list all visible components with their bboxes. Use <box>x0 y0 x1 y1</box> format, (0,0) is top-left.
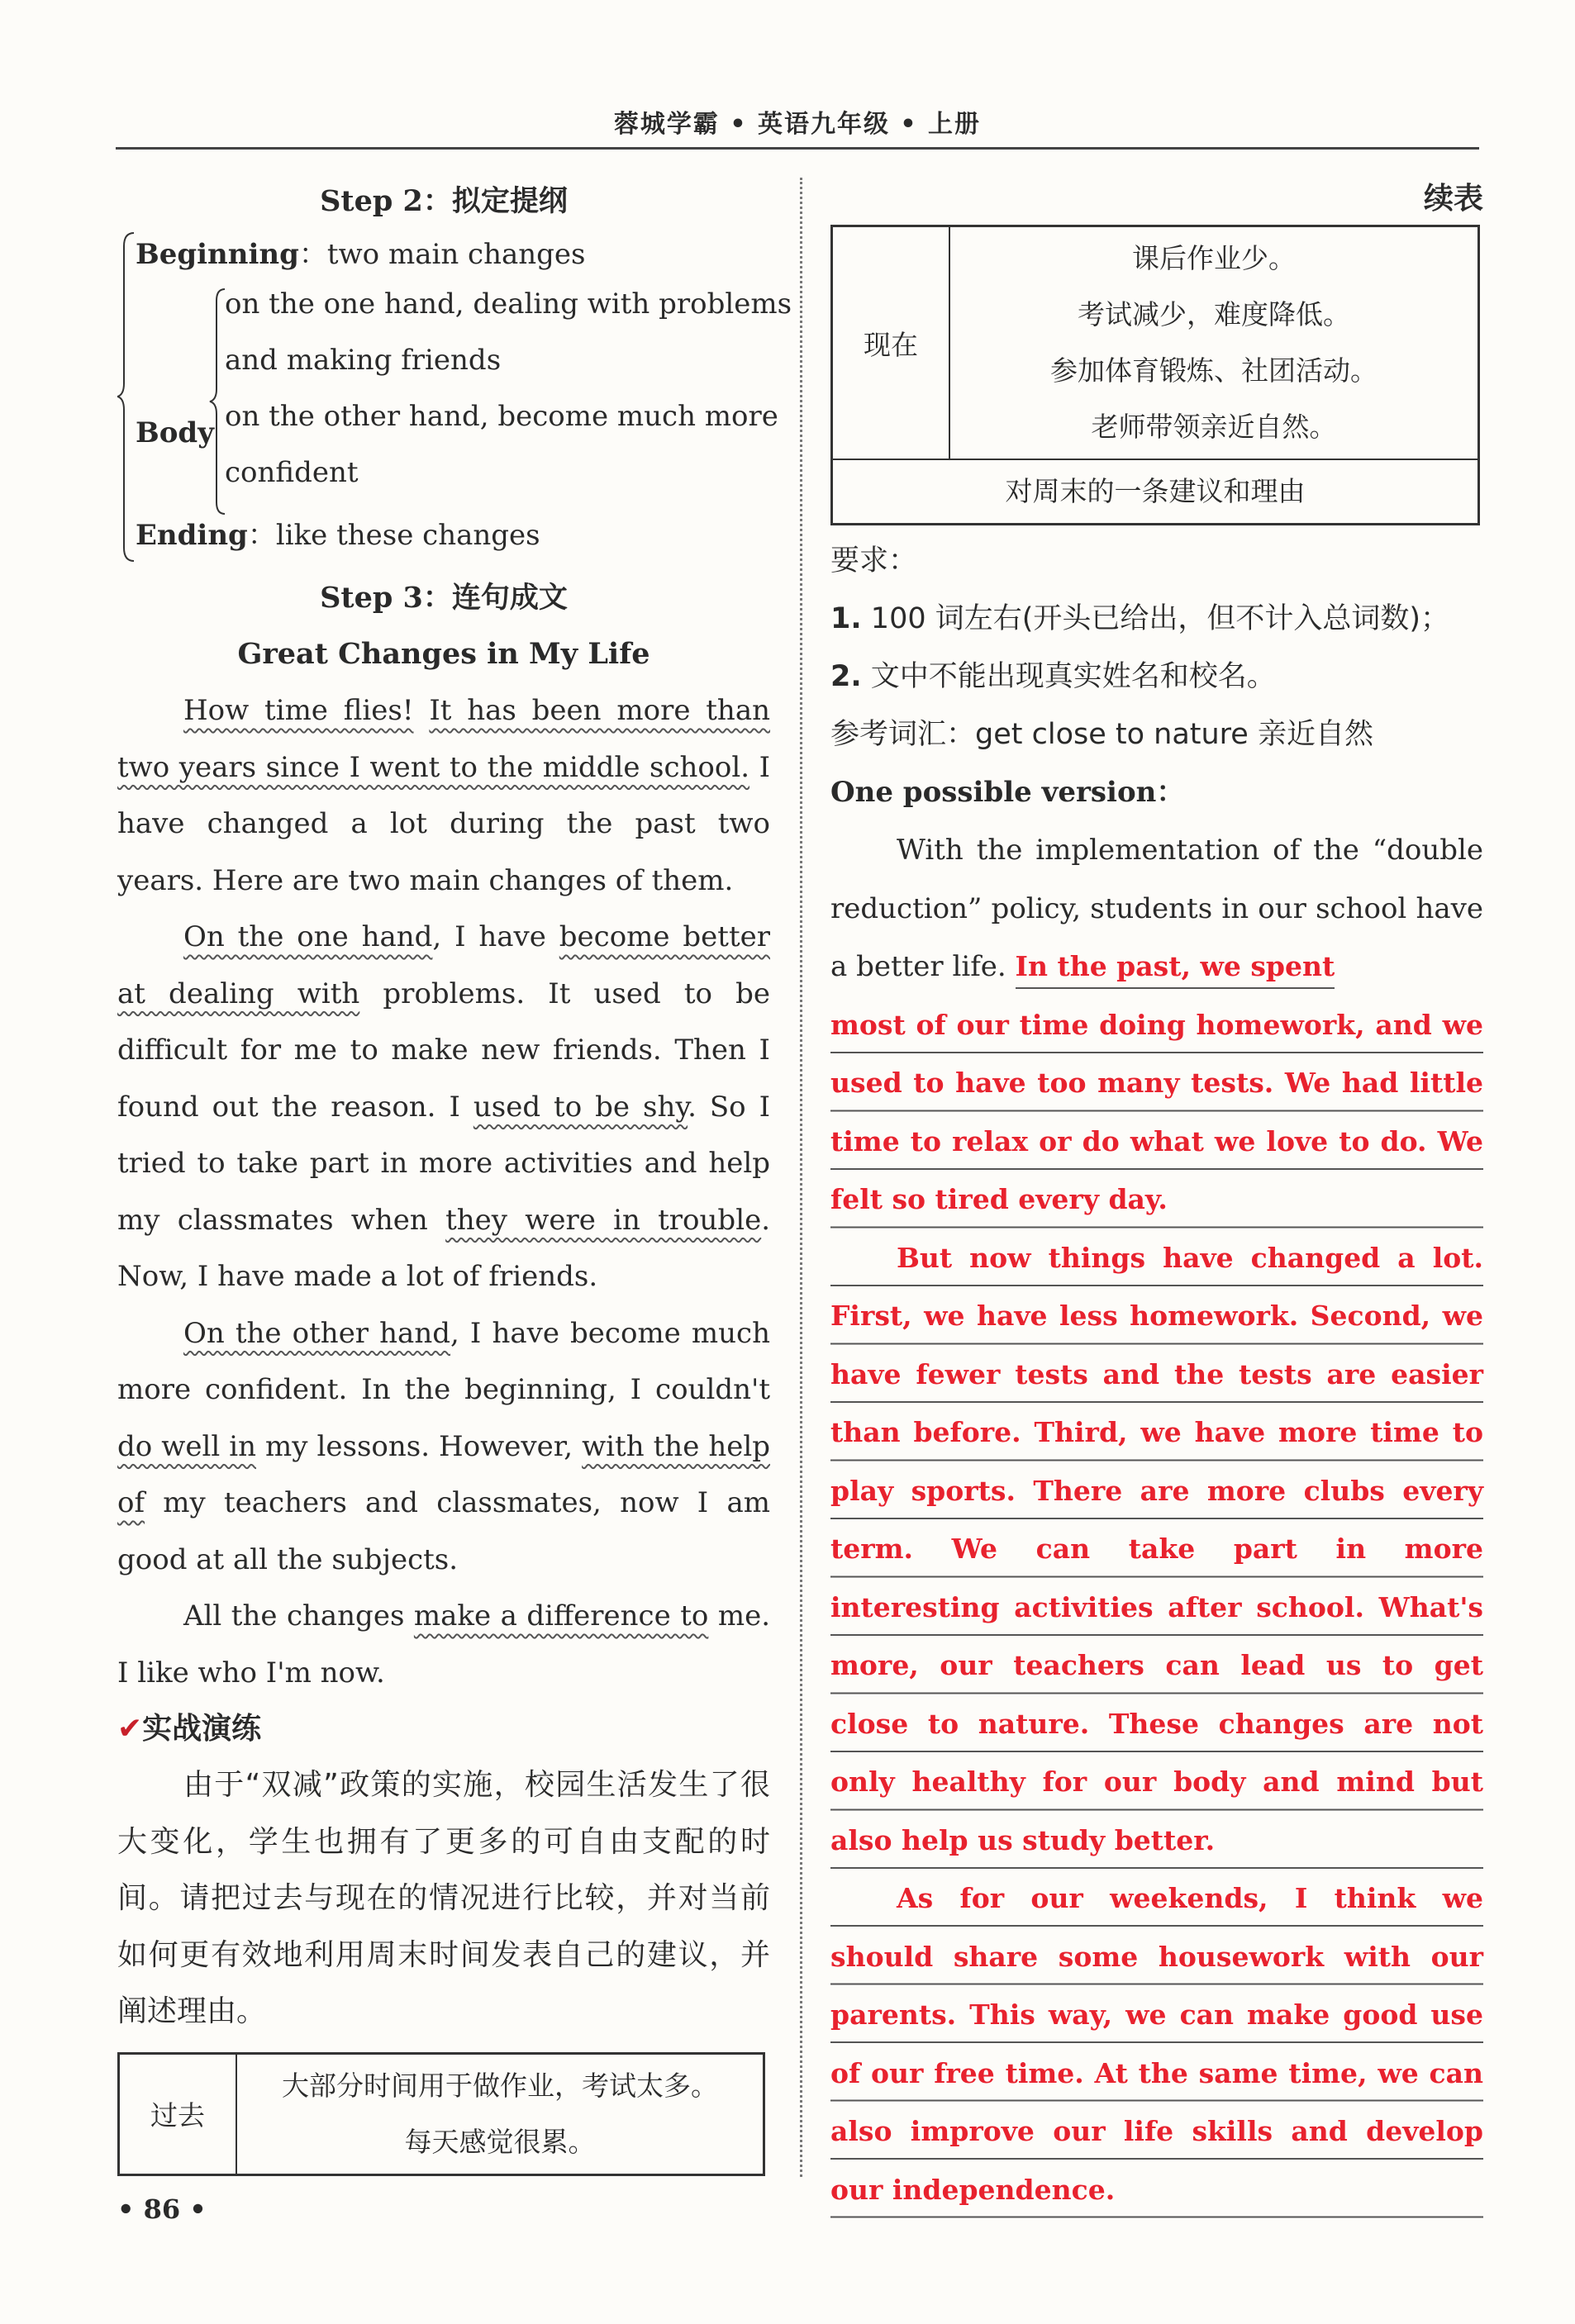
possible-version-label: One possible version： <box>830 776 1185 809</box>
beginning-label: Beginning <box>136 238 299 271</box>
ending-label: Ending <box>136 519 248 552</box>
key-phrase: On the other hand <box>183 1316 450 1350</box>
table-past <box>117 2052 765 2176</box>
text-run: my lessons. However, <box>256 1429 583 1463</box>
requirement-2-text: 文中不能出现真实姓名和校名。 <box>870 660 1276 693</box>
text-run: problems. It used to be difficult for me to make new friends. Then I found out the reason. I <box>117 977 771 1124</box>
table-continued-label: 续表 <box>1423 182 1483 216</box>
key-phrase: It has been more than two years since I went to the middle school. <box>117 694 770 784</box>
essay-paragraph-3 <box>117 1305 770 1589</box>
text-run: me. I like who I'm now. <box>117 1599 770 1690</box>
step3-heading: Step 3：连句成文 <box>320 581 568 615</box>
key-phrase: they were in trouble <box>445 1203 762 1237</box>
table-now-line-1: 课后作业少。 <box>1132 242 1296 274</box>
table-now-footer: 对周末的一条建议和理由 <box>832 459 1479 525</box>
key-phrase: make a difference to <box>413 1599 709 1633</box>
answer-paragraph-2: But now things have changed a lot. First, we have less homework. Second, we have fewer tests and the tests are easier than before. Third, we have more time to play sports. There are more clubs every term. We can take part in more interesting activities after school. What's more, our teachers can lead us to get close to nature. These changes are not only healthy for our body and mind but also help us study better. <box>830 1229 1483 1870</box>
running-header: 蓉城学霸 • 英语九年级 • 上册 <box>613 110 982 139</box>
practice-heading-text: 实战演练 <box>142 1712 262 1746</box>
key-phrase: with the help of <box>117 1429 770 1519</box>
essay-title: Great Changes in My Life <box>237 637 650 671</box>
text-run: . Now, I have made a lot of friends. <box>117 1203 770 1293</box>
left-column <box>117 173 792 2176</box>
text-run <box>414 694 430 727</box>
body-line-3: on the other hand, become much more <box>225 400 778 433</box>
answer-intro-text: With the implementation of the “double reduction” policy, students in our school have a better life. <box>830 834 1483 983</box>
table-past-line-2: 每天感觉很累。 <box>404 2125 596 2158</box>
header-rule <box>116 147 1479 150</box>
answer-paragraph-3: As for our weekends, I think we should share some housework with our parents. This way, we can make good use of our free time. At the same time, we can also improve our life skills and develop our independence. <box>830 1870 1483 2219</box>
key-phrase: On the one hand <box>183 920 433 953</box>
requirement-1-text: 100 词左右(开头已给出，但不计入总词数)； <box>870 602 1450 635</box>
table-now-line-3: 参加体育锻炼、社团活动。 <box>1050 354 1378 387</box>
answer-intro <box>830 821 1483 996</box>
key-phrase: become better at dealing with <box>117 920 770 1010</box>
requirement-1-number: 1. <box>830 602 862 635</box>
outline-brace-icon <box>117 230 136 564</box>
table-now-content <box>949 226 1479 460</box>
right-column <box>830 173 1483 2219</box>
table-now-line-4: 老师带领亲近自然。 <box>1091 411 1337 443</box>
table-past-content <box>236 2053 764 2174</box>
answer-red-inline: In the past, we spent <box>1016 950 1335 989</box>
step2-heading: Step 2：拟定提纲 <box>320 184 568 218</box>
essay-paragraph-2 <box>117 909 770 1305</box>
checkmark-icon: ✔ <box>117 1712 143 1746</box>
table-past-label: 过去 <box>119 2053 237 2174</box>
table-now-label: 现在 <box>832 226 950 460</box>
outline-ending <box>136 512 540 553</box>
text-run: , I have become much more confident. In the beginning, I couldn't <box>117 1316 770 1406</box>
practice-prompt: 由于“双减”政策的实施，校园生活发生了很大变化，学生也拥有了更多的可自由支配的时间。请把过去与现在的情况进行比较，并对当前如何更有效地利用周末时间发表自己的建议，并阐述理由。 <box>117 1768 770 2028</box>
essay-paragraph-1 <box>117 682 770 909</box>
text-run: . So I tried to take part in more activities and help my classmates when <box>117 1090 770 1237</box>
body-line-1: on the one hand, dealing with problems <box>225 288 792 321</box>
requirement-2-number: 2. <box>830 660 862 693</box>
requirement-1 <box>830 590 1483 648</box>
text-run: , I have <box>432 920 559 953</box>
column-divider <box>800 178 802 2177</box>
requirements-label: 要求： <box>830 544 918 577</box>
reference-vocab: 参考词汇：get close to nature 亲近自然 <box>830 718 1373 751</box>
key-phrase: used to be shy <box>473 1090 688 1124</box>
practice-heading <box>117 1701 770 1757</box>
outline <box>117 230 792 570</box>
ending-text: ：like these changes <box>247 519 540 552</box>
page-number: • 86 • <box>117 2193 207 2225</box>
table-past-line-1: 大部分时间用于做作业，考试太多。 <box>282 2069 718 2102</box>
table-now <box>830 225 1480 525</box>
answer-paragraph-1: most of our time doing homework, and we used to have too many tests. We had little time to relax or do what we love to do. We felt so tired every day. <box>830 996 1483 1229</box>
beginning-text: ：two main changes <box>298 238 586 271</box>
body-label: Body <box>136 416 214 449</box>
text-run: my teachers and classmates, now I am good at all the subjects. <box>117 1486 770 1576</box>
body-line-4: confident <box>225 456 359 489</box>
essay-paragraph-4 <box>117 1588 770 1701</box>
outline-beginning <box>136 231 586 272</box>
table-now-line-2: 考试减少，难度降低。 <box>1078 298 1350 330</box>
text-run: I have changed a lot during the past two years. Here are two main changes of them. <box>117 750 770 897</box>
key-phrase: do well in <box>117 1429 257 1463</box>
body-line-2: and making friends <box>225 344 502 377</box>
requirement-2 <box>830 648 1483 706</box>
text-run: All the changes <box>183 1599 414 1633</box>
body-brace-icon <box>208 286 226 517</box>
key-phrase: How time flies! <box>183 694 414 727</box>
